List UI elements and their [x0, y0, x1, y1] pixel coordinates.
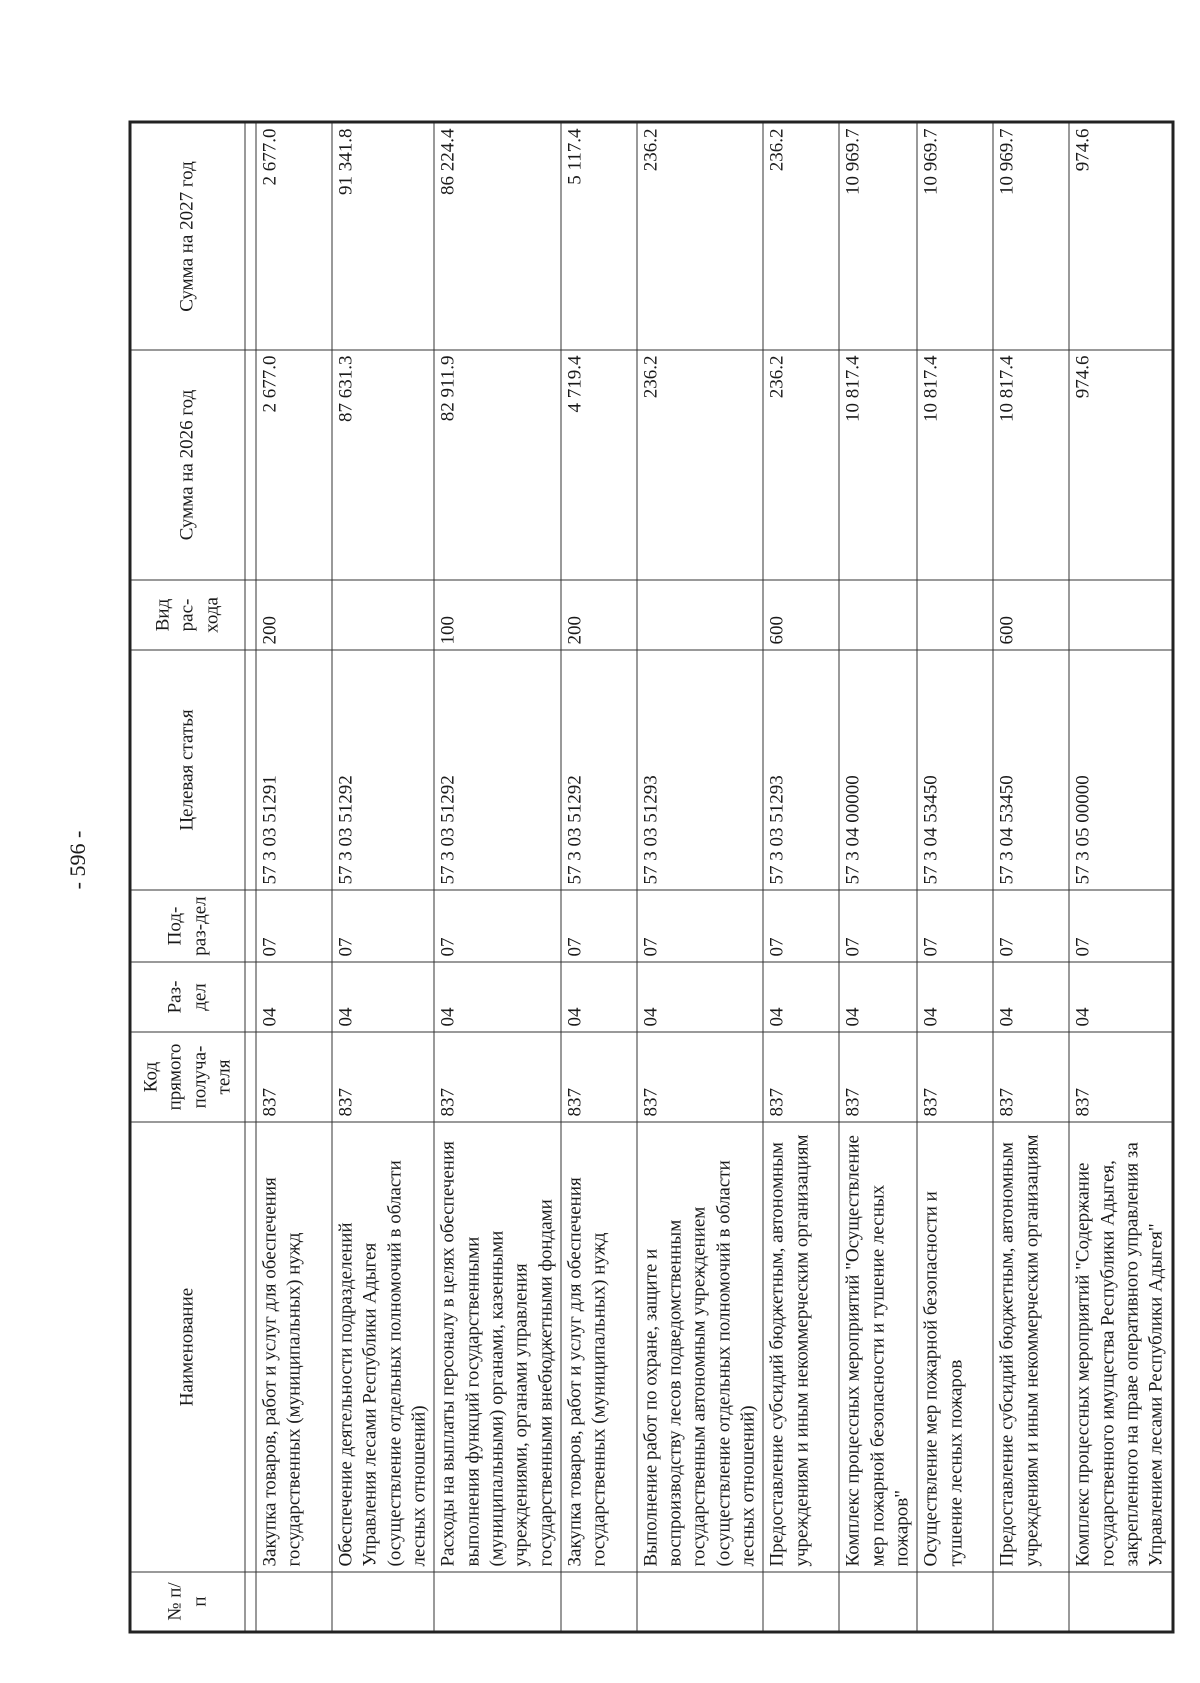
row-section: 04 — [1069, 962, 1172, 1032]
row-name: Осуществление мер пожарной безопасности и тушение лесных пожаров — [917, 1122, 993, 1572]
row-recipient-code: 837 — [1069, 1032, 1172, 1122]
row-sum-2027: 2 677.0 — [256, 122, 332, 350]
row-name: Закупка товаров, работ и услуг для обеспечения государственных (муниципальных) нужд — [561, 1122, 637, 1572]
row-expense-type: 100 — [434, 580, 561, 650]
table-row — [993, 122, 1069, 1632]
row-sum-2026: 4 719.4 — [561, 350, 637, 580]
row-sum-2026: 2 677.0 — [256, 350, 332, 580]
row-name: Комплекс процессных мероприятий "Содержание государственного имущества Республики Адыгея, закрепленного на праве оперативного управления за Управлением лесами Республики Адыгея" — [1069, 1122, 1172, 1572]
row-name: Комплекс процессных мероприятий "Осуществление мер пожарной безопасности и тушение лесных пожаров" — [839, 1122, 917, 1572]
row-recipient-code: 837 — [434, 1032, 561, 1122]
row-subsection: 07 — [332, 890, 434, 962]
row-expense-type: 200 — [561, 580, 637, 650]
header-name: Наименование — [130, 1122, 245, 1572]
row-recipient-code: 837 — [993, 1032, 1069, 1122]
row-name: Обеспечение деятельности подразделений Управления лесами Республики Адыгея (осуществление отдельных полномочий в области лесных отношений) — [332, 1122, 434, 1572]
row-recipient-code: 837 — [561, 1032, 637, 1122]
row-target-article: 57 3 03 51293 — [763, 650, 839, 890]
row-num — [839, 1572, 917, 1632]
table-row — [434, 122, 561, 1632]
row-subsection: 07 — [917, 890, 993, 962]
row-section: 04 — [434, 962, 561, 1032]
row-sum-2027: 10 969.7 — [839, 122, 917, 350]
row-subsection: 07 — [1069, 890, 1172, 962]
header-num: № п/п — [130, 1572, 245, 1632]
row-section: 04 — [561, 962, 637, 1032]
row-sum-2027: 10 969.7 — [993, 122, 1069, 350]
row-section: 04 — [637, 962, 764, 1032]
row-recipient-code: 837 — [332, 1032, 434, 1122]
row-target-article: 57 3 03 51292 — [561, 650, 637, 890]
header-sum-2026: Сумма на 2026 год — [130, 350, 245, 580]
row-name: Предоставление субсидий бюджетным, автономным учреждениям и иным некоммерческим организациям — [993, 1122, 1069, 1572]
row-subsection: 07 — [763, 890, 839, 962]
row-num — [637, 1572, 764, 1632]
row-target-article: 57 3 03 51292 — [434, 650, 561, 890]
table-row — [763, 122, 839, 1632]
header-sum-2027: Сумма на 2027 год — [130, 122, 245, 350]
row-subsection: 07 — [256, 890, 332, 962]
row-sum-2026: 236.2 — [763, 350, 839, 580]
row-recipient-code: 837 — [637, 1032, 764, 1122]
table-row — [1069, 122, 1172, 1632]
row-target-article: 57 3 03 51293 — [637, 650, 764, 890]
row-section: 04 — [839, 962, 917, 1032]
row-name: Предоставление субсидий бюджетным, автономным учреждениям и иным некоммерческим организациям — [763, 1122, 839, 1572]
row-expense-type: 600 — [993, 580, 1069, 650]
row-subsection: 07 — [434, 890, 561, 962]
row-sum-2026: 10 817.4 — [917, 350, 993, 580]
row-num — [763, 1572, 839, 1632]
row-target-article: 57 3 04 53450 — [993, 650, 1069, 890]
table-row — [917, 122, 993, 1632]
row-recipient-code: 837 — [917, 1032, 993, 1122]
row-recipient-code: 837 — [839, 1032, 917, 1122]
header-recipient-code: Код прямого получа-теля — [130, 1032, 245, 1122]
row-sum-2027: 5 117.4 — [561, 122, 637, 350]
row-section: 04 — [993, 962, 1069, 1032]
row-num — [917, 1572, 993, 1632]
row-name: Закупка товаров, работ и услуг для обеспечения государственных (муниципальных) нужд — [256, 1122, 332, 1572]
row-sum-2026: 236.2 — [637, 350, 764, 580]
row-target-article: 57 3 03 51292 — [332, 650, 434, 890]
table-row — [332, 122, 434, 1632]
row-sum-2026: 974.6 — [1069, 350, 1172, 580]
table-body — [245, 122, 1173, 1632]
row-expense-type — [332, 580, 434, 650]
header-expense-type: Вид рас-хода — [130, 580, 245, 650]
budget-table-rotated — [129, 124, 1167, 1634]
row-section: 04 — [332, 962, 434, 1032]
row-name: Выполнение работ по охране, защите и воспроизводству лесов подведомственным государственным автономным учреждением (осуществление отдельных полномочий в области лесных отношений) — [637, 1122, 764, 1572]
row-num — [434, 1572, 561, 1632]
row-num — [1069, 1572, 1172, 1632]
row-sum-2027: 10 969.7 — [917, 122, 993, 350]
table-row — [637, 122, 764, 1632]
budget-table — [129, 121, 1175, 1634]
header-subsection: Под-раз-дел — [130, 890, 245, 962]
row-sum-2026: 87 631.3 — [332, 350, 434, 580]
row-section: 04 — [256, 962, 332, 1032]
row-subsection: 07 — [561, 890, 637, 962]
row-expense-type — [1069, 580, 1172, 650]
row-expense-type — [917, 580, 993, 650]
row-sum-2027: 236.2 — [637, 122, 764, 350]
row-section: 04 — [763, 962, 839, 1032]
header-target-article: Целевая статья — [130, 650, 245, 890]
row-target-article: 57 3 03 51291 — [256, 650, 332, 890]
row-target-article: 57 3 05 00000 — [1069, 650, 1172, 890]
row-sum-2027: 974.6 — [1069, 122, 1172, 350]
header-row — [130, 122, 245, 1632]
row-num — [332, 1572, 434, 1632]
row-subsection: 07 — [637, 890, 764, 962]
row-sum-2026: 10 817.4 — [839, 350, 917, 580]
row-name: Расходы на выплаты персоналу в целях обеспечения выполнения функций государственными (муниципальными) органами, казенными учреждениями, органами управления государственными внебюджетными фондами — [434, 1122, 561, 1572]
row-target-article: 57 3 04 53450 — [917, 650, 993, 890]
row-target-article: 57 3 04 00000 — [839, 650, 917, 890]
page-number: - 596 - — [65, 830, 90, 890]
row-subsection: 07 — [993, 890, 1069, 962]
spacer-row — [245, 122, 256, 1632]
row-sum-2026: 82 911.9 — [434, 350, 561, 580]
row-sum-2027: 236.2 — [763, 122, 839, 350]
row-subsection: 07 — [839, 890, 917, 962]
row-sum-2027: 91 341.8 — [332, 122, 434, 350]
table-row — [561, 122, 637, 1632]
row-recipient-code: 837 — [256, 1032, 332, 1122]
row-sum-2027: 86 224.4 — [434, 122, 561, 350]
row-expense-type — [637, 580, 764, 650]
row-num — [256, 1572, 332, 1632]
row-recipient-code: 837 — [763, 1032, 839, 1122]
row-num — [993, 1572, 1069, 1632]
row-expense-type — [839, 580, 917, 650]
header-section: Раз-дел — [130, 962, 245, 1032]
table-row — [256, 122, 332, 1632]
row-expense-type: 200 — [256, 580, 332, 650]
row-expense-type: 600 — [763, 580, 839, 650]
row-section: 04 — [917, 962, 993, 1032]
table-row — [839, 122, 917, 1632]
row-num — [561, 1572, 637, 1632]
row-sum-2026: 10 817.4 — [993, 350, 1069, 580]
